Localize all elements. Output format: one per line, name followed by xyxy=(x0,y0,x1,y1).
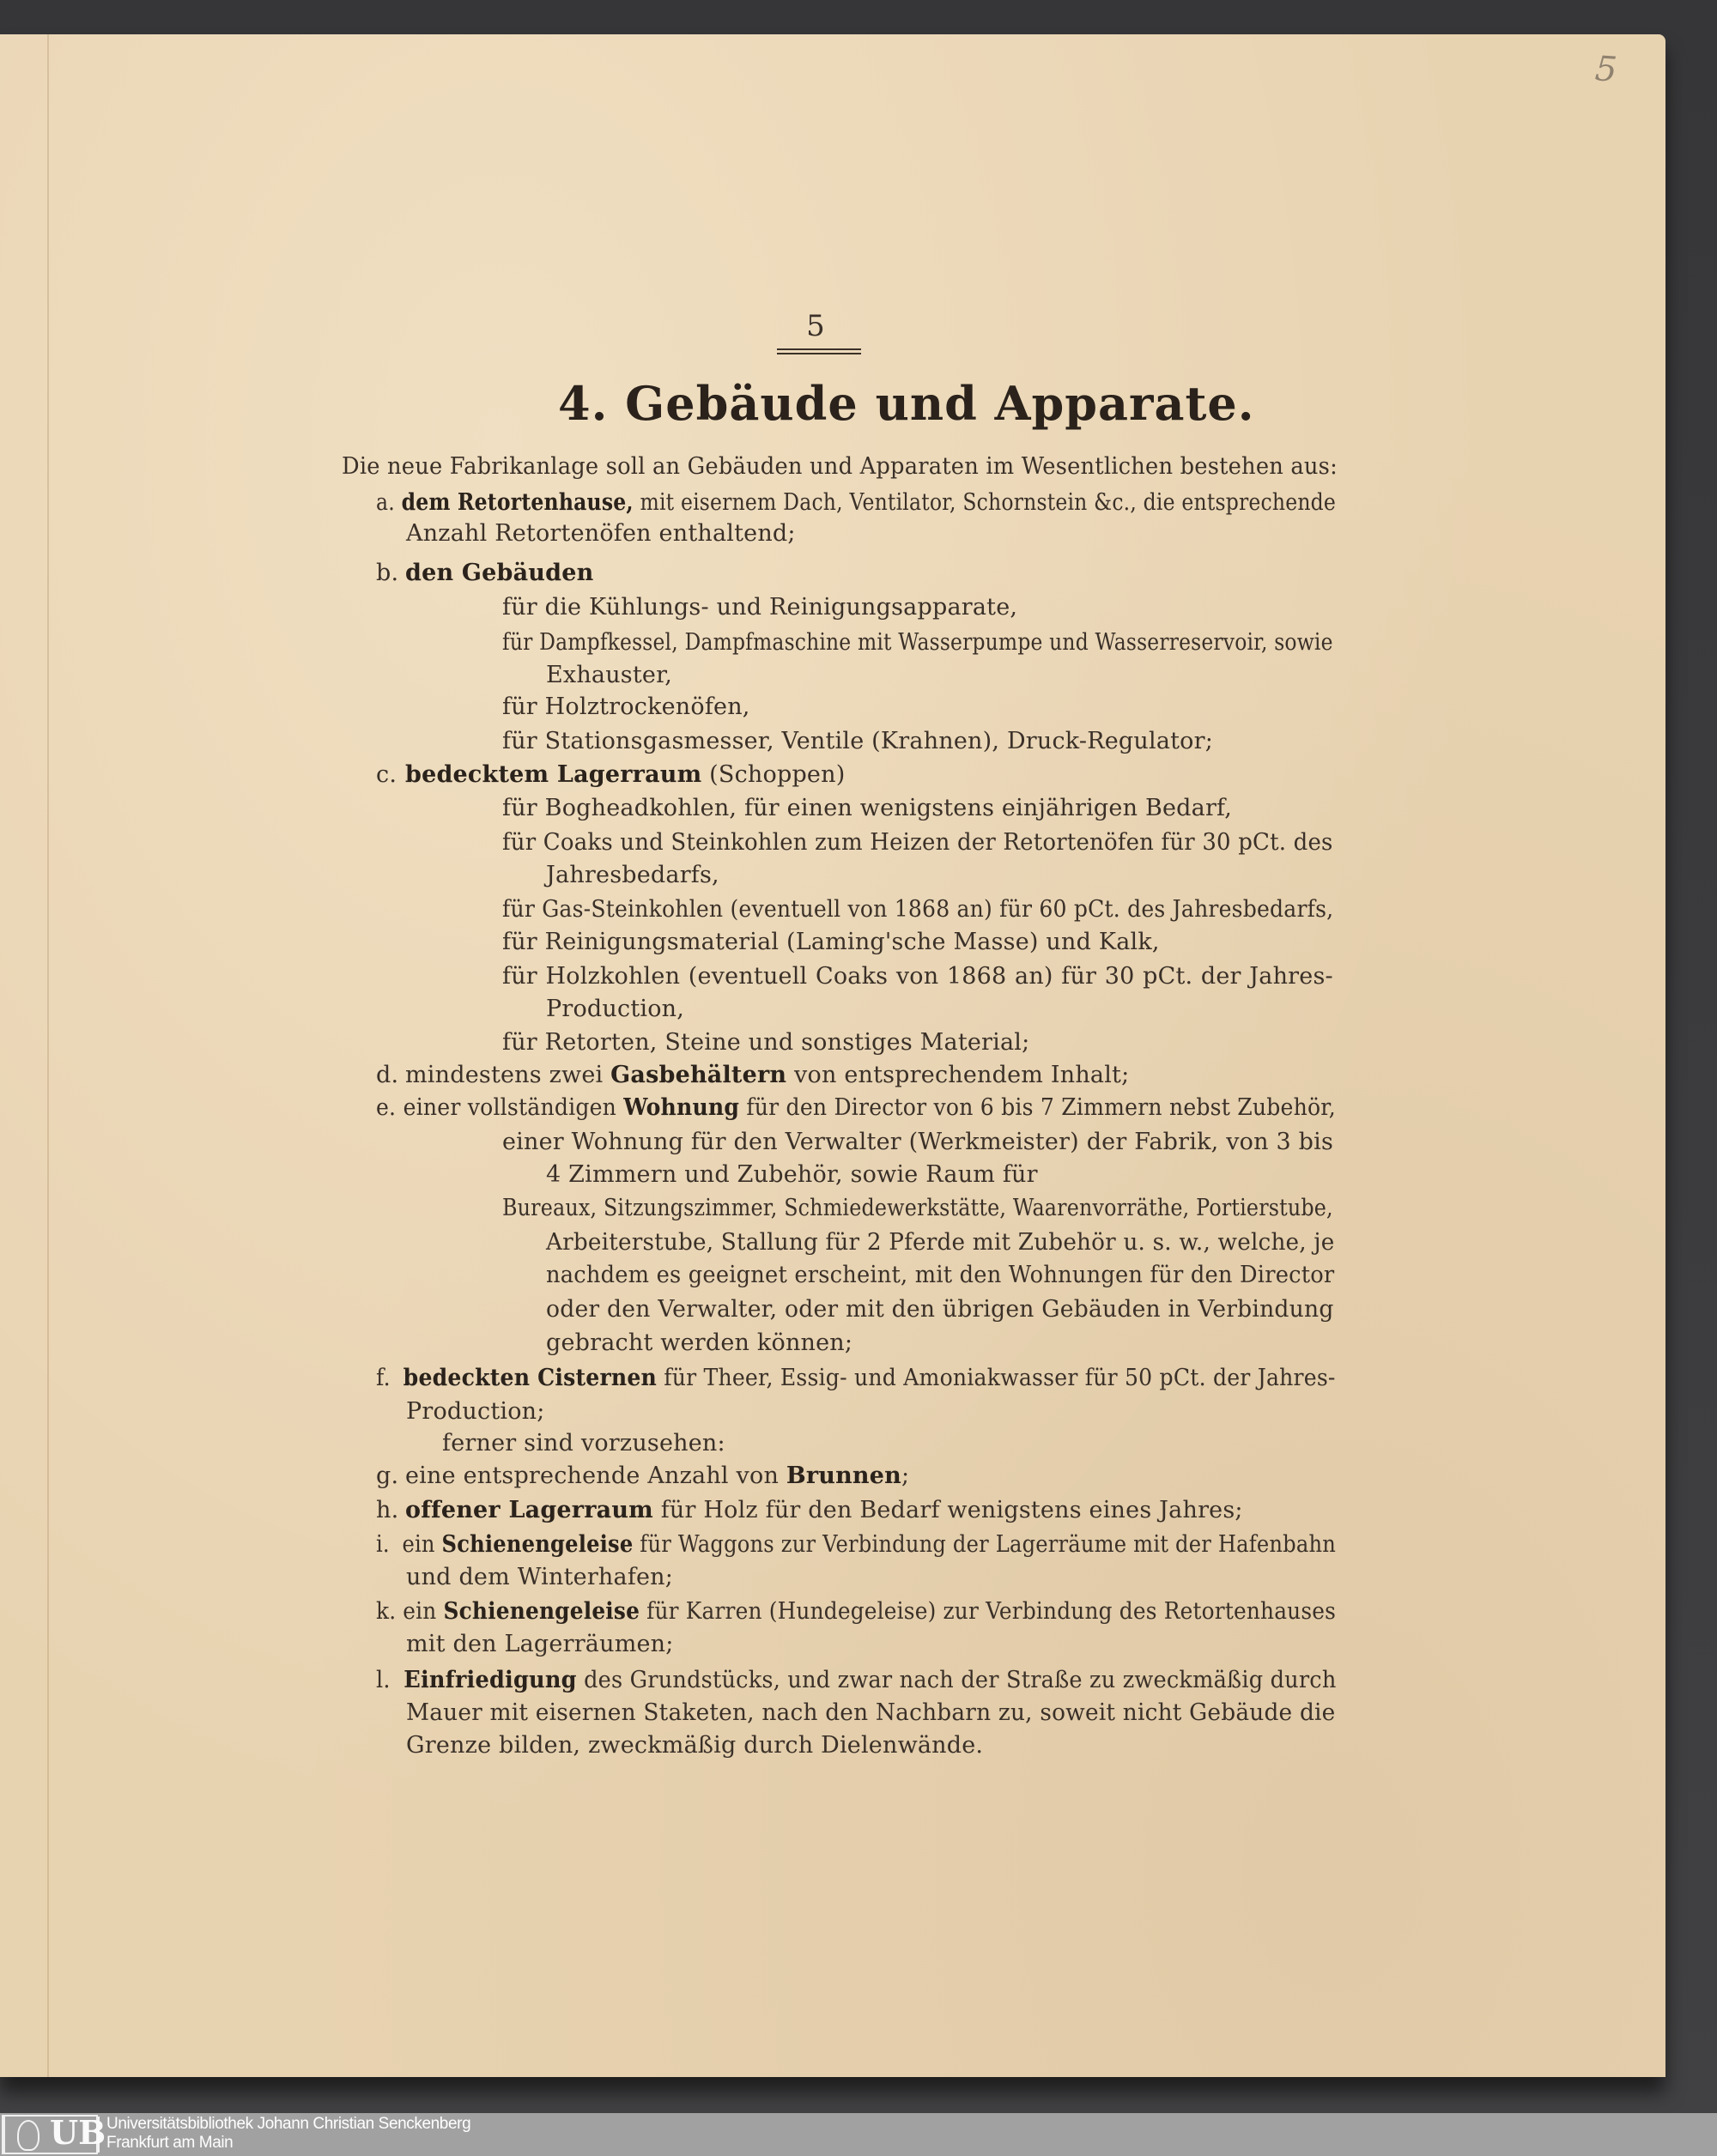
item-text: für Holz für den Bedarf wenigstens eines Jahres; xyxy=(652,1497,1243,1523)
emphasized-term: Wohnung xyxy=(623,1094,740,1121)
item-text: ; xyxy=(901,1463,910,1489)
list-item-continuation xyxy=(546,1161,1038,1188)
item-text: für Theer, Essig- und Amoniakwasser für 50 pCt. der Jahres- xyxy=(657,1365,1336,1391)
item-text: Exhauster, xyxy=(546,662,673,688)
item-text: des Grundstücks, und zwar nach der Straße zu zweckmäßig durch xyxy=(576,1667,1337,1693)
list-item xyxy=(376,1062,1129,1088)
emphasized-term: den Gebäuden xyxy=(405,560,594,586)
list-item xyxy=(376,1365,1336,1391)
item-text: ferner sind vorzusehen: xyxy=(442,1430,725,1457)
list-item xyxy=(376,560,593,586)
page-number-rule xyxy=(777,348,861,350)
list-item-continuation xyxy=(406,520,796,547)
item-text: für Stationsgasmesser, Ventile (Krahnen), Druck-Regulator; xyxy=(502,728,1214,754)
item-label: a. xyxy=(376,489,395,516)
list-item-continuation xyxy=(406,1732,983,1759)
list-item xyxy=(376,1463,909,1489)
item-text: nachdem es geeignet erscheint, mit den Wohnungen für den Director xyxy=(546,1262,1335,1288)
item-text: einer vollständigen xyxy=(403,1094,624,1121)
item-label: f. xyxy=(376,1365,391,1391)
emphasized-term: offener Lagerraum xyxy=(405,1497,653,1523)
item-text: Grenze bilden, zweckmäßig durch Dielenwände. xyxy=(406,1732,984,1759)
page-number-rule xyxy=(777,353,861,354)
list-item xyxy=(376,761,845,788)
item-label: g. xyxy=(376,1463,399,1489)
item-label: h. xyxy=(376,1497,399,1523)
item-label: b. xyxy=(376,560,399,586)
item-text: und dem Winterhafen; xyxy=(406,1564,674,1590)
list-item-continuation xyxy=(502,1129,1333,1155)
item-text: für Reinigungsmaterial (Laming'sche Masse) und Kalk, xyxy=(502,929,1160,955)
emphasized-term: dem Retortenhause, xyxy=(401,489,634,516)
item-label: d. xyxy=(376,1062,399,1088)
emphasized-term: bedecktem Lagerraum xyxy=(405,761,702,788)
portrait-icon xyxy=(17,2120,39,2151)
item-text: für den Director von 6 bis 7 Zimmern nebst Zubehör, xyxy=(739,1094,1336,1121)
item-text: mindestens zwei xyxy=(405,1062,611,1088)
item-text: Production, xyxy=(546,996,685,1022)
item-text: Arbeiterstube, Stallung für 2 Pferde mit Zubehör u. s. w., welche, je xyxy=(546,1229,1335,1256)
list-item-continuation xyxy=(546,662,672,688)
list-item-continuation xyxy=(546,862,719,888)
item-text: 4 Zimmern und Zubehör, sowie Raum für xyxy=(546,1161,1038,1188)
list-item xyxy=(376,1531,1336,1558)
list-item-continuation xyxy=(502,1029,1029,1056)
list-item-continuation xyxy=(406,1398,545,1425)
emphasized-term: Einfriedigung xyxy=(403,1667,577,1693)
item-text: Bureaux, Sitzungszimmer, Schmiedewerkstätte, Waarenvorräthe, Portierstube, xyxy=(502,1195,1333,1221)
item-text: für die Kühlungs- und Reinigungsapparate, xyxy=(502,594,1018,621)
printed-page-number: 5 xyxy=(806,309,825,343)
item-text: für Holzkohlen (eventuell Coaks von 1868 an) für 30 pCt. der Jahres- xyxy=(502,963,1333,990)
list-item-continuation xyxy=(442,1430,725,1457)
emphasized-term: bedeckten Cisternen xyxy=(403,1365,658,1391)
item-text: mit den Lagerräumen; xyxy=(406,1631,674,1657)
list-item-continuation xyxy=(406,1631,674,1657)
item-text: gebracht werden können; xyxy=(546,1329,853,1356)
list-item xyxy=(376,1497,1243,1523)
list-item-continuation xyxy=(546,1329,852,1356)
list-item xyxy=(376,1667,1337,1693)
list-item-continuation xyxy=(502,829,1333,856)
item-text: Anzahl Retortenöfen enthaltend; xyxy=(406,520,796,547)
item-label: i. xyxy=(376,1531,390,1558)
item-label: e. xyxy=(376,1094,397,1121)
item-text: ein xyxy=(402,1531,442,1558)
item-label: k. xyxy=(376,1598,397,1625)
institution-name: Universitätsbibliothek Johann Christian Senckenberg xyxy=(106,2115,471,2133)
item-text: für Karren (Hundegeleise) zur Verbindung des Retortenhauses xyxy=(640,1598,1337,1625)
item-text: für Coaks und Steinkohlen zum Heizen der Retortenöfen für 30 pCt. des xyxy=(502,829,1333,856)
list-item-continuation xyxy=(546,1262,1334,1288)
list-item-continuation xyxy=(502,795,1232,821)
item-text: für Gas-Steinkohlen (eventuell von 1868 an) für 60 pCt. des Jahresbedarfs, xyxy=(502,896,1334,923)
item-text: für Waggons zur Verbindung der Lagerräume mit der Hafenbahn xyxy=(633,1531,1336,1558)
list-item xyxy=(376,1094,1336,1121)
emphasized-term: Schienengeleise xyxy=(441,1531,634,1558)
item-text: Production; xyxy=(406,1398,545,1425)
list-item-continuation xyxy=(546,996,684,1022)
list-item-continuation xyxy=(406,1699,1335,1726)
item-text: von entsprechendem Inhalt; xyxy=(786,1062,1130,1088)
item-text: für Bogheadkohlen, für einen wenigstens einjährigen Bedarf, xyxy=(502,795,1233,821)
item-text: für Retorten, Steine und sonstiges Material; xyxy=(502,1029,1030,1056)
intro-paragraph: Die neue Fabrikanlage soll an Gebäuden und Apparaten im Wesentlichen bestehen aus: xyxy=(342,453,1338,480)
item-label: c. xyxy=(376,761,397,788)
item-text: oder den Verwalter, oder mit den übrigen Gebäuden in Verbindung xyxy=(546,1296,1334,1323)
list-item-continuation xyxy=(502,728,1213,754)
emphasized-term: Brunnen xyxy=(786,1463,901,1489)
section-heading: 4. Gebäude und Apparate. xyxy=(558,376,1255,431)
institution-city: Frankfurt am Main xyxy=(106,2134,234,2152)
emphasized-term: Schienengeleise xyxy=(443,1598,640,1625)
item-text: für Dampfkessel, Dampfmaschine mit Wasserpumpe und Wasserreservoir, sowie xyxy=(502,629,1333,656)
item-text: für Holztrockenöfen, xyxy=(502,693,750,720)
list-item-continuation xyxy=(406,1564,673,1590)
list-item xyxy=(376,1598,1336,1625)
list-item-continuation xyxy=(502,629,1333,656)
list-item-continuation xyxy=(502,963,1333,990)
item-text: Mauer mit eisernen Staketen, nach den Nachbarn zu, soweit nicht Gebäude die xyxy=(406,1699,1336,1726)
item-text: (Schoppen) xyxy=(701,761,846,788)
item-text: mit eisernem Dach, Ventilator, Schornstein &c., die entsprechende xyxy=(633,489,1337,516)
list-item-continuation xyxy=(502,1195,1333,1221)
list-item xyxy=(376,489,1336,516)
list-item-continuation xyxy=(546,1229,1334,1256)
item-text: einer Wohnung für den Verwalter (Werkmeister) der Fabrik, von 3 bis xyxy=(502,1129,1334,1155)
list-item-continuation xyxy=(502,929,1160,955)
handwritten-page-number: 5 xyxy=(1593,49,1619,90)
item-text: ein xyxy=(403,1598,444,1625)
list-item-continuation xyxy=(502,693,750,720)
list-item-continuation xyxy=(502,896,1333,923)
list-item-continuation xyxy=(546,1296,1334,1323)
logo-text: UB xyxy=(50,2113,106,2152)
emphasized-term: Gasbehältern xyxy=(610,1062,787,1088)
item-text: eine entsprechende Anzahl von xyxy=(405,1463,786,1489)
item-text: Jahresbedarfs, xyxy=(546,862,719,888)
item-label: l. xyxy=(376,1667,391,1693)
list-item-continuation xyxy=(502,594,1017,621)
